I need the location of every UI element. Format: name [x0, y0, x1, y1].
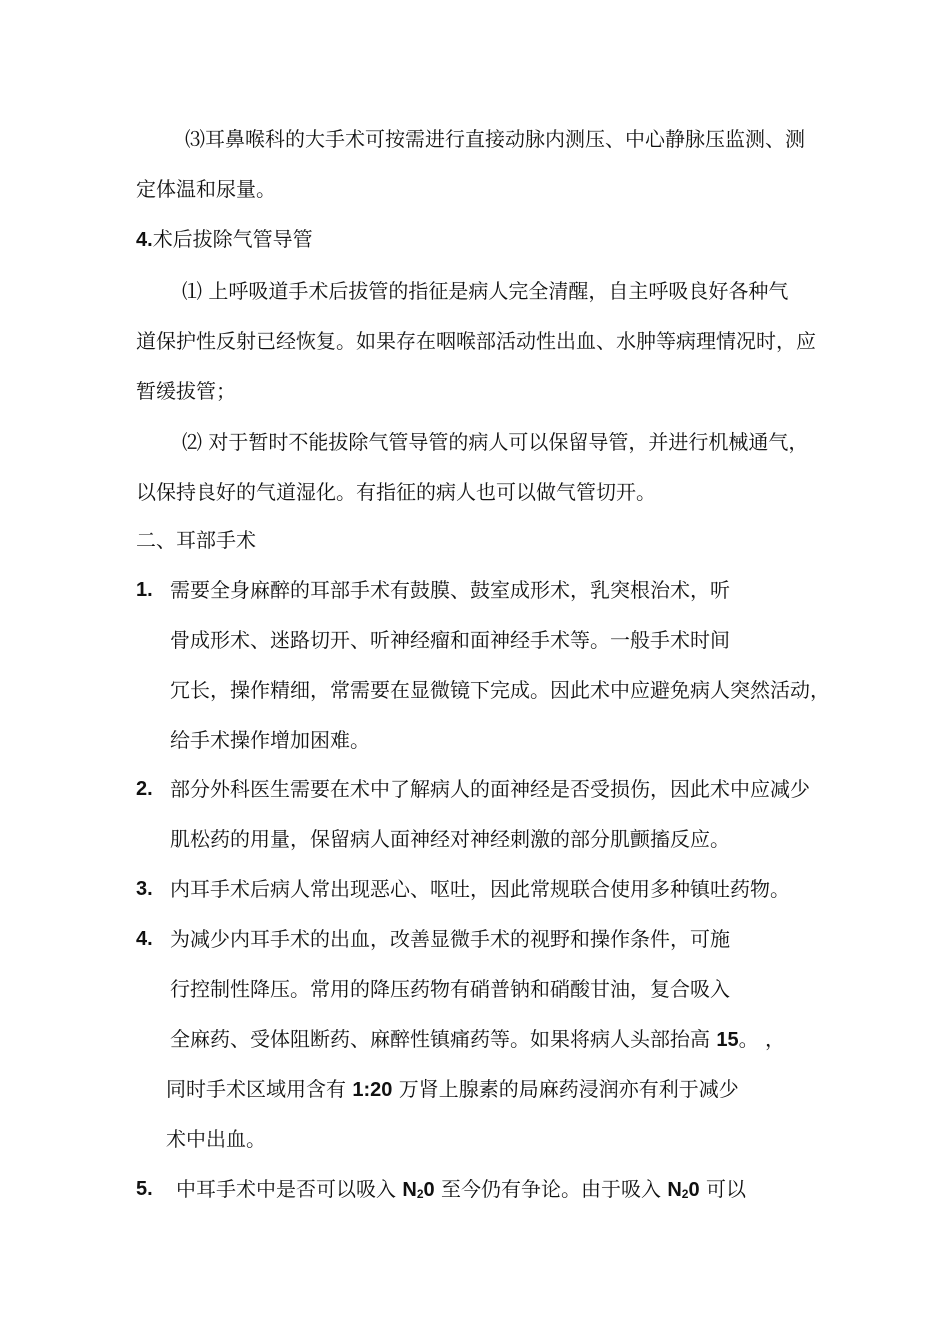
text-segment: 全麻药、受体阻断药、麻醉性镇痛药等。如果将病人头部抬高	[170, 1027, 717, 1051]
text-segment: 同时手术区域用含有	[166, 1077, 353, 1101]
list-item-3-number: 3.	[136, 878, 153, 900]
list-item-1-line-4: 给手术操作增加困难。	[170, 728, 370, 752]
list-item-3-line-1: 内耳手术后病人常出现恶心、呕吐，因此常规联合使用多种镇吐药物。	[170, 877, 790, 901]
list-item-1-number: 1.	[136, 579, 153, 601]
chem-part: N	[402, 1179, 417, 1201]
list-item-5-line-1	[176, 1177, 746, 1206]
list-item-4-line-4	[166, 1077, 739, 1102]
section-2-title: 二、耳部手术	[136, 528, 256, 552]
list-item-4-line-3	[170, 1027, 785, 1052]
list-item-5-number: 5.	[136, 1178, 153, 1200]
chem-part: 0	[423, 1179, 435, 1201]
chem-part: 0	[688, 1179, 700, 1201]
heading-number: 4.	[136, 229, 153, 251]
ratio-value: 1:20	[352, 1079, 393, 1101]
item-1-line-1: ⑴ 上呼吸道手术后拔管的指征是病人完全清醒，自主呼吸良好各种气	[182, 279, 789, 303]
text-segment: 。 ，	[738, 1027, 785, 1051]
chem-subscript: 2	[416, 1187, 424, 1201]
chem-formula-n2o	[402, 1179, 434, 1201]
text-segment: 中耳手术中是否可以吸入	[176, 1177, 403, 1201]
list-item-2-number: 2.	[136, 778, 153, 800]
text-segment: 可以	[699, 1177, 746, 1201]
chem-part: N	[667, 1179, 682, 1201]
list-item-1-line-2: 骨成形术、迷路切开、听神经瘤和面神经手术等。一般手术时间	[170, 628, 730, 652]
list-item-1-line-1: 需要全身麻醉的耳部手术有鼓膜、鼓室成形术，乳突根治术，听	[170, 578, 730, 602]
section-heading-4	[136, 227, 313, 252]
text-segment: 万肾上腺素的局麻药浸润亦有利于减少	[392, 1077, 739, 1101]
item-2-line-1: ⑵ 对于暂时不能拔除气管导管的病人可以保留导管，并进行机械通气，	[182, 430, 809, 454]
chem-subscript: 2	[681, 1187, 689, 1201]
list-item-2-line-2: 肌松药的用量，保留病人面神经对神经刺激的部分肌颤搐反应。	[170, 827, 730, 851]
item-1-line-2: 道保护性反射已经恢复。如果存在咽喉部活动性出血、水肿等病理情况时，应	[136, 329, 816, 353]
heading-text: 术后拔除气管导管	[152, 227, 313, 251]
list-item-4-number: 4.	[136, 928, 153, 950]
list-item-2-line-1: 部分外科医生需要在术中了解病人的面神经是否受损伤，因此术中应减少	[170, 777, 810, 801]
item-1-line-3: 暂缓拔管；	[136, 379, 236, 403]
item-2-line-2: 以保持良好的气道湿化。有指征的病人也可以做气管切开。	[136, 480, 656, 504]
angle-value: 15	[716, 1029, 739, 1051]
chem-formula-n2o	[667, 1179, 699, 1201]
list-item-4-line-5: 术中出血。	[166, 1127, 266, 1151]
paragraph-3-line-2: 定体温和尿量。	[136, 177, 276, 201]
list-item-4-line-1: 为减少内耳手术的出血，改善显微手术的视野和操作条件，可施	[170, 927, 730, 951]
paragraph-3-line-1: ⑶耳鼻喉科的大手术可按需进行直接动脉内测压、中心静脉压监测、测	[185, 127, 805, 151]
list-item-1-line-3: 冗长，操作精细，常需要在显微镜下完成。因此术中应避免病人突然活动，	[170, 678, 830, 702]
text-segment: 至今仍有争论。由于吸入	[434, 1177, 668, 1201]
list-item-4-line-2: 行控制性降压。常用的降压药物有硝普钠和硝酸甘油，复合吸入	[170, 977, 730, 1001]
